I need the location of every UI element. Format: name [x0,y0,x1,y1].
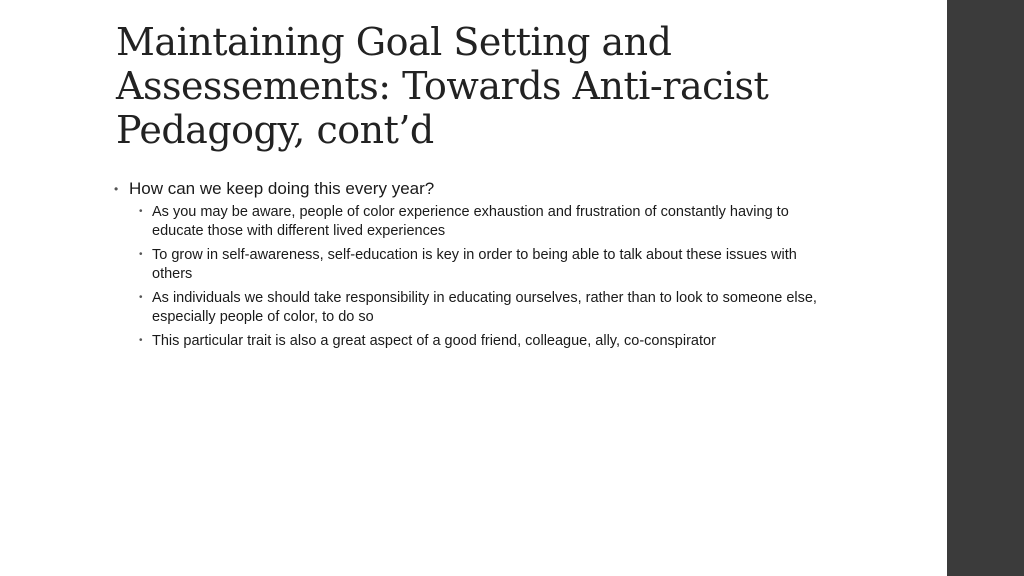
sub-bullet-1 [129,203,832,241]
sub-bullet-4 [129,332,832,351]
sub-bullet-icon: • [139,335,143,346]
sub-bullet-text: As you may be aware, people of color experience exhaustion and frustration of constantly having to educate those with different lived experiences [152,204,789,239]
sub-bullet-text: This particular trait is also a great aspect of a good friend, colleague, ally, co-conspirator [152,333,716,349]
sub-bullet-text: To grow in self-awareness, self-education is key in order to being able to talk about these issues with others [152,247,797,282]
sub-bullet-icon: • [139,249,143,260]
main-bullet [112,178,832,351]
bullet-icon: • [114,182,119,196]
sub-bullet-list [129,203,832,351]
sub-bullet-text: As individuals we should take responsibility in educating ourselves, rather than to look to someone else, especially people of color, to do so [152,290,817,325]
slide-title [116,20,916,152]
title-line-3: Pedagogy, cont’d [116,108,434,152]
bullet-list [112,178,832,351]
slide-body [112,178,832,356]
title-line-2: Assessements: Towards Anti-racist [116,64,769,108]
sub-bullet-2 [129,246,832,284]
sub-bullet-3 [129,289,832,327]
main-bullet-text: How can we keep doing this every year? [129,179,435,198]
title-line-1: Maintaining Goal Setting and [116,20,672,64]
sub-bullet-icon: • [139,206,143,217]
decorative-sidebar [947,0,1024,576]
sub-bullet-icon: • [139,292,143,303]
